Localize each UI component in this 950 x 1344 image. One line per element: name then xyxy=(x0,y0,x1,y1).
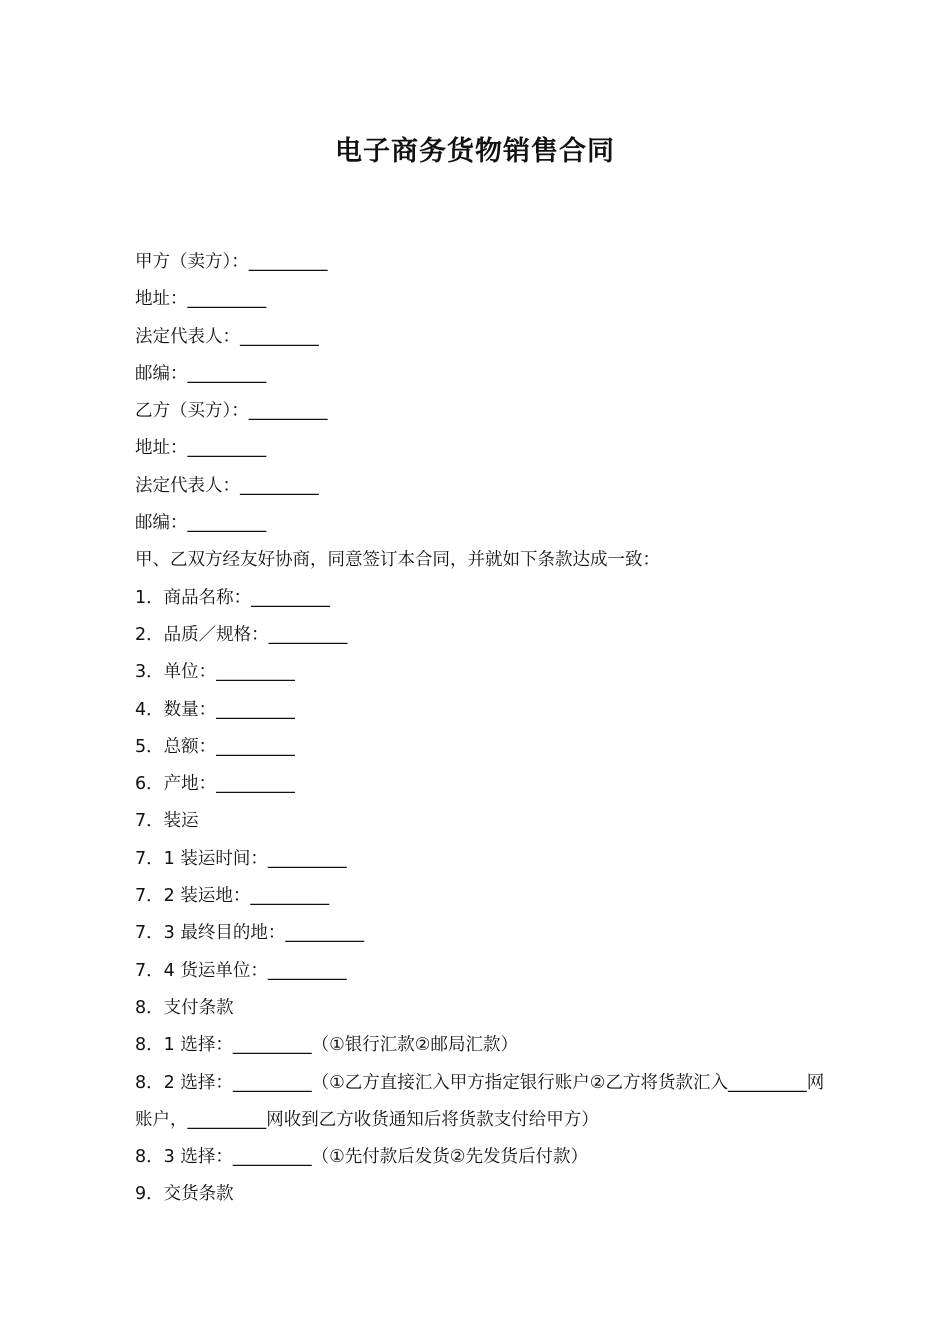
clause-quality-spec: 2．品质／规格：_________ xyxy=(135,624,348,645)
clause-total-amount: 5．总额：_________ xyxy=(135,736,295,757)
clause-delivery-heading: 9．交货条款 xyxy=(135,1184,234,1205)
clause-final-destination: 7．3 最终目的地：_________ xyxy=(135,923,365,944)
party-b-representative-line: 法定代表人：_________ xyxy=(135,475,319,496)
clause-origin: 6．产地：_________ xyxy=(135,774,295,795)
party-b-address-line: 地址：_________ xyxy=(135,438,267,459)
clause-payment-channel: 8．2 选择：_________（①乙方直接汇入甲方指定银行账户②乙方将货款汇入_________网账户，_________网收到乙方收货通知后将货款支付给甲方） xyxy=(135,1072,825,1130)
party-a-postcode-line: 邮编：_________ xyxy=(135,363,267,384)
clause-shipment-heading: 7．装运 xyxy=(135,811,199,832)
clause-shipment-time: 7．1 装运时间：_________ xyxy=(135,848,347,869)
document-body xyxy=(116,244,838,1214)
clause-shipment-place: 7．2 装运地：_________ xyxy=(135,886,330,907)
clause-unit: 3．单位：_________ xyxy=(135,662,295,683)
clause-payment-order: 8．3 选择：_________（①先付款后发货②先发货后付款） xyxy=(135,1147,588,1168)
party-a-address-line: 地址：_________ xyxy=(135,289,267,310)
clause-product-name: 1．商品名称：_________ xyxy=(135,587,330,608)
document-title: 电子商务货物销售合同 xyxy=(335,136,615,167)
party-b-postcode-line: 邮编：_________ xyxy=(135,513,267,534)
party-a-representative-line: 法定代表人：_________ xyxy=(135,326,319,347)
party-b-name-line: 乙方（买方）：_________ xyxy=(135,401,328,422)
clause-payment-heading: 8．支付条款 xyxy=(135,997,234,1018)
agreement-intro-line: 甲、乙双方经友好协商，同意签订本合同，并就如下条款达成一致： xyxy=(135,550,660,571)
clause-quantity: 4．数量：_________ xyxy=(135,699,295,720)
clause-carrier: 7．4 货运单位：_________ xyxy=(135,960,347,981)
clause-payment-method: 8．1 选择：_________（①银行汇款②邮局汇款） xyxy=(135,1035,518,1056)
party-a-name-line: 甲方（卖方）：_________ xyxy=(135,252,328,272)
